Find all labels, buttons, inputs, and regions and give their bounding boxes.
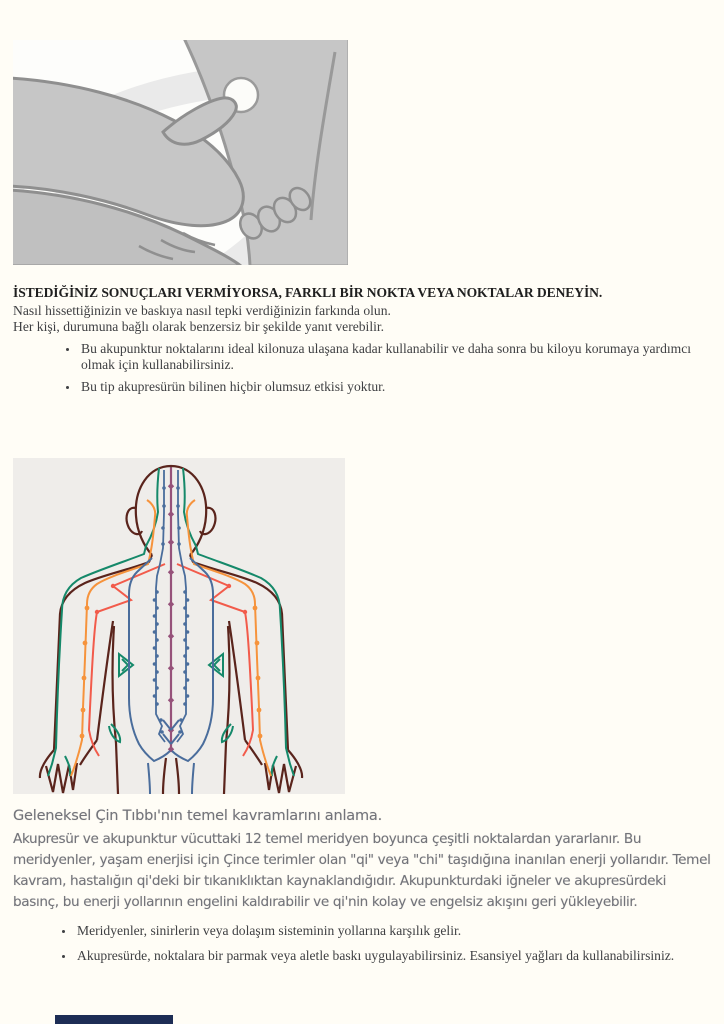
bullet-list xyxy=(13,923,715,964)
meridian-body-illustration xyxy=(13,458,345,794)
cutoff-dark-bar xyxy=(55,1015,173,1024)
bullet-list xyxy=(13,341,713,395)
body-line: Her kişi, durumuna bağlı olarak benzersiz bir şekilde yanıt verebilir. xyxy=(13,318,385,334)
body-line: Nasıl hissettiğinizin ve baskıya nasıl tepki verdiğinizin farkında olun. xyxy=(13,303,391,318)
bullet-item: • Meridyenler, sinirlerin veya dolaşım sisteminin yollarına karşılık gelir. xyxy=(75,923,715,939)
meridian-body-figure xyxy=(13,458,345,794)
section-top xyxy=(13,285,713,401)
script-paragraph: Akupresür ve akupunktur vücuttaki 12 temel meridyen boyunca çeşitli noktalardan yararlanır. Bu meridyenler, yaşam enerjisi için Çince terimler olan "qi" veya "chi" taşıdığına inanılan enerji yollarıdır. Temel kavram, hastalığın qi'deki bir tıkanıklıktan kaynaklandığıdır. Akupunkturdaki iğneler ve akupresürdeki basınç, bu enerji yollarının engelini kaldırabilir ve qi'nin kolay ve engelsiz akışını geri yükleyebilir. xyxy=(13,831,711,910)
script-heading: Geleneksel Çin Tıbbı'nın temel kavramlarını anlama. xyxy=(13,808,383,824)
bullet-item: • Bu akupunktur noktalarını ideal kilonuza ulaşana kadar kullanabilir ve daha sonra bu kiloyu korumaya yardımcı olmak için kullanabilirsiniz. xyxy=(79,341,713,373)
acupressure-hands-illustration xyxy=(13,40,348,265)
section-heading: İSTEDİĞİNİZ SONUÇLARI VERMİYORSA, FARKLI BİR NOKTA VEYA NOKTALAR DENEYİN. xyxy=(13,285,603,300)
figure-background xyxy=(13,458,345,794)
acupressure-hands-figure xyxy=(13,40,348,265)
bullet-item: • Bu tip akupresürün bilinen hiçbir olumsuz etkisi yoktur. xyxy=(79,379,713,395)
bullet-item: • Akupresürde, noktalara bir parmak veya aletle baskı uygulayabilirsiniz. Esansiyel yağları da kullanabilirsiniz. xyxy=(75,948,715,964)
section-bottom xyxy=(13,806,715,973)
